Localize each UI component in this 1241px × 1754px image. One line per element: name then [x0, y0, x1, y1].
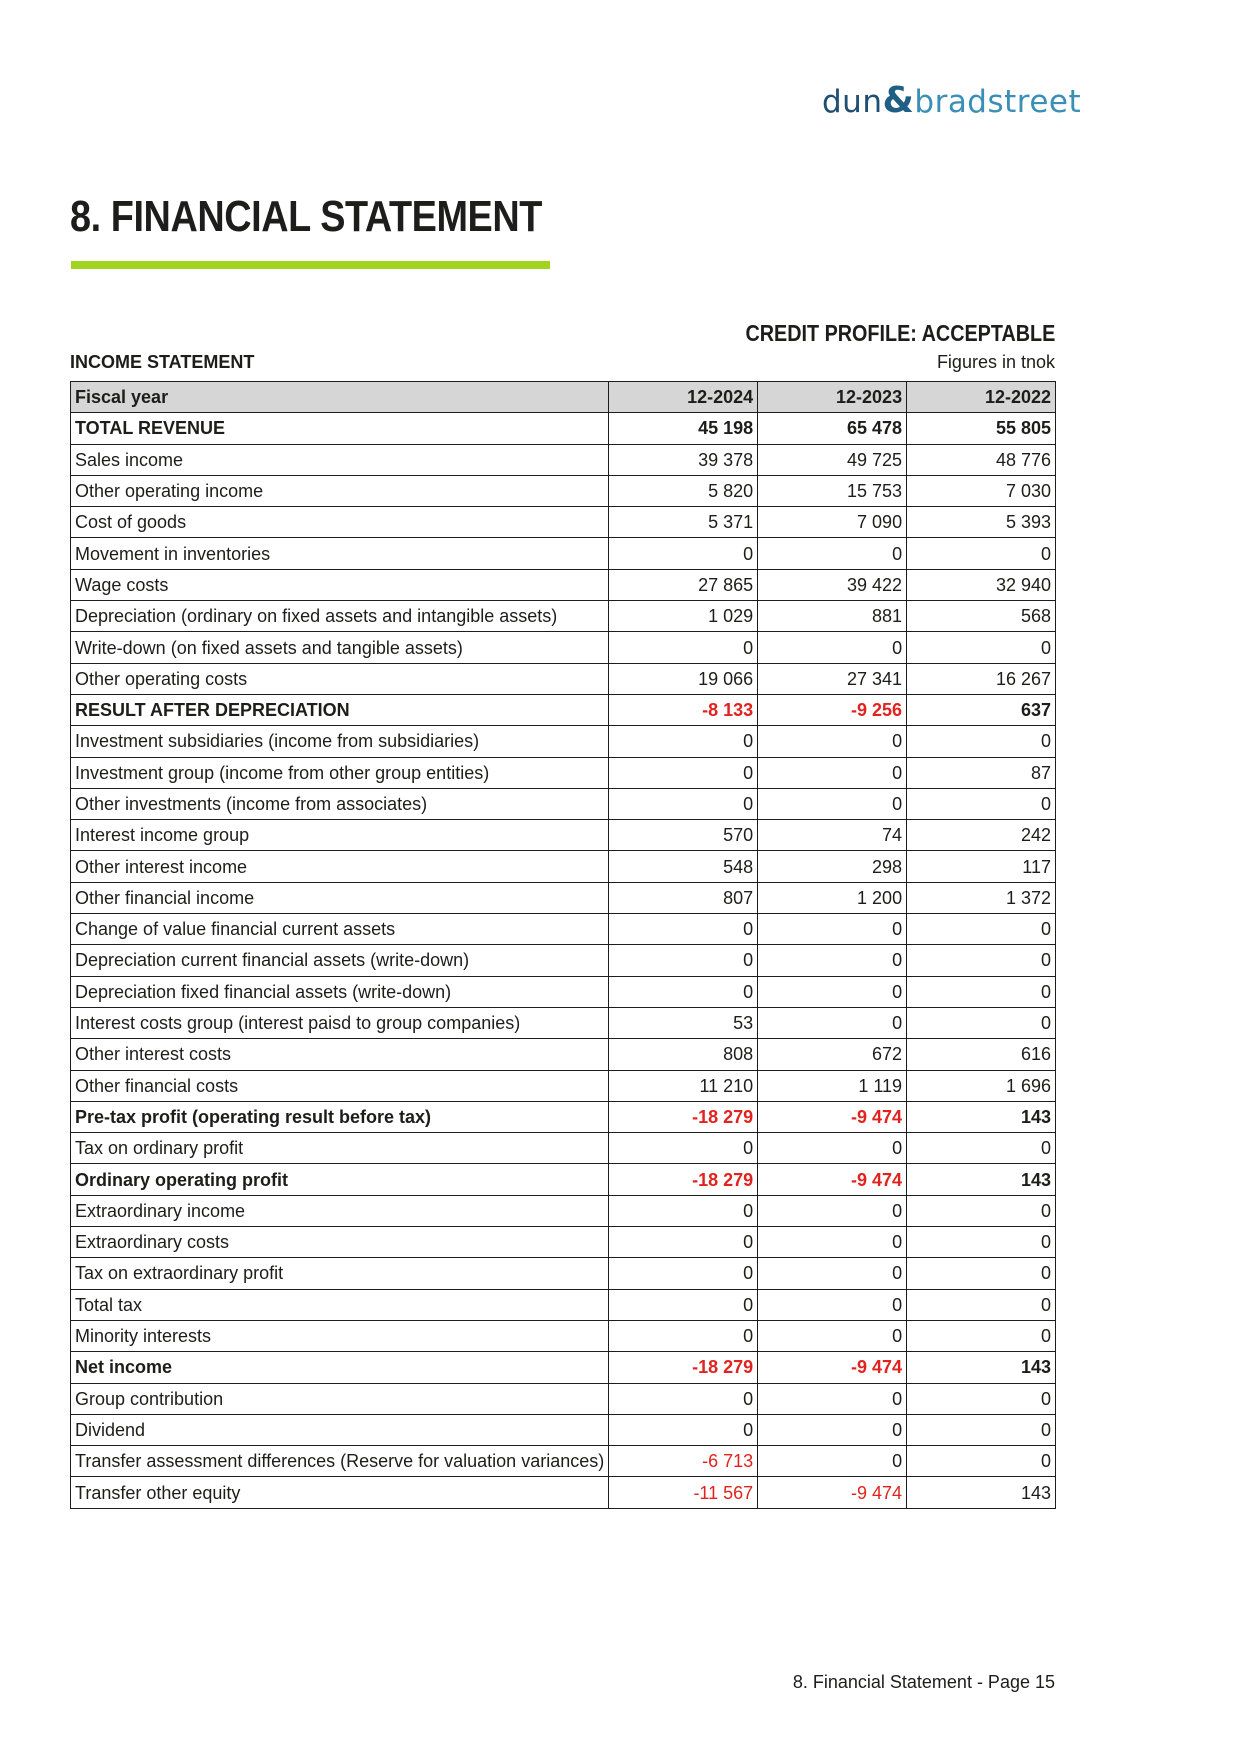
table-row — [71, 945, 1056, 976]
row-value: 1 029 — [609, 601, 758, 632]
row-value: 1 696 — [907, 1070, 1056, 1101]
table-row — [71, 820, 1056, 851]
row-value: 0 — [907, 1258, 1056, 1289]
row-label: Other operating costs — [71, 663, 609, 694]
row-value: 0 — [758, 1320, 907, 1351]
row-value: 0 — [758, 1133, 907, 1164]
section-label-income-statement: INCOME STATEMENT — [70, 352, 255, 372]
row-label: Extraordinary costs — [71, 1227, 609, 1258]
table-row — [71, 851, 1056, 882]
row-value: 1 200 — [758, 882, 907, 913]
row-label: Sales income — [71, 444, 609, 475]
table-header-row — [71, 382, 1056, 413]
row-value: 5 393 — [907, 507, 1056, 538]
row-value: 0 — [758, 1195, 907, 1226]
page-footer: 8. Financial Statement - Page 15 — [792, 1672, 1055, 1692]
row-value: 242 — [907, 820, 1056, 851]
row-label: Transfer other equity — [71, 1477, 609, 1508]
row-label: Other financial costs — [71, 1070, 609, 1101]
row-label: Wage costs — [71, 569, 609, 600]
row-value: 0 — [758, 788, 907, 819]
row-value: 1 119 — [758, 1070, 907, 1101]
row-value: 143 — [907, 1477, 1056, 1508]
table-row — [71, 444, 1056, 475]
row-value: 0 — [907, 1133, 1056, 1164]
row-value: 0 — [609, 1320, 758, 1351]
row-value: 298 — [758, 851, 907, 882]
row-label: Other interest costs — [71, 1039, 609, 1070]
table-row — [71, 1101, 1056, 1132]
table-row — [71, 882, 1056, 913]
table-row — [71, 507, 1056, 538]
row-value: 0 — [609, 1414, 758, 1445]
row-value: 27 341 — [758, 663, 907, 694]
row-label: Interest costs group (interest paisd to group companies) — [71, 1007, 609, 1038]
row-value: 143 — [907, 1164, 1056, 1195]
row-value: 0 — [907, 1383, 1056, 1414]
row-value: 0 — [609, 757, 758, 788]
row-value: 0 — [609, 914, 758, 945]
row-value: 0 — [609, 1133, 758, 1164]
header-year-2024: 12-2024 — [609, 382, 758, 413]
table-row — [71, 601, 1056, 632]
row-value: 548 — [609, 851, 758, 882]
row-value: 0 — [758, 726, 907, 757]
row-value: -9 474 — [758, 1164, 907, 1195]
row-value: 0 — [907, 945, 1056, 976]
row-value: 0 — [907, 1414, 1056, 1445]
row-value: -8 133 — [609, 694, 758, 725]
table-row — [71, 413, 1056, 444]
row-label: Investment group (income from other group entities) — [71, 757, 609, 788]
row-label: Other financial income — [71, 882, 609, 913]
table-row — [71, 1352, 1056, 1383]
row-value: 53 — [609, 1007, 758, 1038]
row-value: -9 256 — [758, 694, 907, 725]
row-value: -9 474 — [758, 1101, 907, 1132]
row-label: Extraordinary income — [71, 1195, 609, 1226]
row-value: -6 713 — [609, 1446, 758, 1477]
table-row — [71, 569, 1056, 600]
row-label: Depreciation fixed financial assets (write-down) — [71, 976, 609, 1007]
table-row — [71, 1007, 1056, 1038]
row-value: 0 — [758, 1383, 907, 1414]
row-value: 0 — [758, 1446, 907, 1477]
row-value: 1 372 — [907, 882, 1056, 913]
row-value: 0 — [609, 976, 758, 1007]
logo-ampersand-icon: & — [882, 80, 915, 121]
row-label: Investment subsidiaries (income from subsidiaries) — [71, 726, 609, 757]
row-value: 55 805 — [907, 413, 1056, 444]
table-row — [71, 1195, 1056, 1226]
row-label: Transfer assessment differences (Reserve for valuation variances) — [71, 1446, 609, 1477]
row-value: 0 — [609, 538, 758, 569]
row-value: 0 — [907, 976, 1056, 1007]
table-row — [71, 538, 1056, 569]
row-value: 0 — [758, 1007, 907, 1038]
row-value: 0 — [609, 726, 758, 757]
row-value: 0 — [907, 726, 1056, 757]
row-value: 0 — [758, 757, 907, 788]
table-row — [71, 663, 1056, 694]
table-row — [71, 1446, 1056, 1477]
row-value: 0 — [907, 1446, 1056, 1477]
row-label: Pre-tax profit (operating result before tax) — [71, 1101, 609, 1132]
row-value: 637 — [907, 694, 1056, 725]
row-value: 7 030 — [907, 475, 1056, 506]
table-row — [71, 1258, 1056, 1289]
table-row — [71, 757, 1056, 788]
row-value: 32 940 — [907, 569, 1056, 600]
row-value: 0 — [609, 1289, 758, 1320]
table-row — [71, 1039, 1056, 1070]
row-label: Depreciation (ordinary on fixed assets and intangible assets) — [71, 601, 609, 632]
row-label: Total tax — [71, 1289, 609, 1320]
row-value: 27 865 — [609, 569, 758, 600]
row-label: Interest income group — [71, 820, 609, 851]
income-statement-table — [70, 381, 1056, 1509]
row-value: 143 — [907, 1352, 1056, 1383]
row-value: 74 — [758, 820, 907, 851]
row-value: 808 — [609, 1039, 758, 1070]
table-row — [71, 1070, 1056, 1101]
row-value: 0 — [609, 788, 758, 819]
row-value: 65 478 — [758, 413, 907, 444]
row-label: Cost of goods — [71, 507, 609, 538]
row-value: 45 198 — [609, 413, 758, 444]
logo-text-bradstreet: bradstreet — [914, 84, 1082, 120]
table-row — [71, 1133, 1056, 1164]
row-value: 570 — [609, 820, 758, 851]
row-value: 0 — [609, 632, 758, 663]
row-value: 0 — [758, 1227, 907, 1258]
figures-unit-note: Figures in tnok — [936, 352, 1055, 372]
row-value: 0 — [609, 1258, 758, 1289]
table-row — [71, 914, 1056, 945]
row-value: 0 — [758, 1289, 907, 1320]
row-label: Dividend — [71, 1414, 609, 1445]
row-label: Group contribution — [71, 1383, 609, 1414]
row-value: 48 776 — [907, 444, 1056, 475]
row-label: Change of value financial current assets — [71, 914, 609, 945]
row-value: 0 — [907, 632, 1056, 663]
row-value: 672 — [758, 1039, 907, 1070]
row-value: 5 820 — [609, 475, 758, 506]
row-value: 16 267 — [907, 663, 1056, 694]
row-value: 11 210 — [609, 1070, 758, 1101]
row-label: Write-down (on fixed assets and tangible assets) — [71, 632, 609, 663]
row-value: -11 567 — [609, 1477, 758, 1508]
row-value: 5 371 — [609, 507, 758, 538]
row-value: 19 066 — [609, 663, 758, 694]
table-row — [71, 1414, 1056, 1445]
row-value: 49 725 — [758, 444, 907, 475]
row-value: 0 — [758, 632, 907, 663]
row-value: 0 — [609, 1383, 758, 1414]
row-value: 0 — [907, 914, 1056, 945]
table-row — [71, 1164, 1056, 1195]
table-row — [71, 694, 1056, 725]
table-row — [71, 976, 1056, 1007]
row-value: 0 — [907, 1320, 1056, 1351]
table-row — [71, 1289, 1056, 1320]
row-label: RESULT AFTER DEPRECIATION — [71, 694, 609, 725]
row-value: -18 279 — [609, 1164, 758, 1195]
row-label: Other interest income — [71, 851, 609, 882]
dun-bradstreet-logo — [822, 80, 1081, 121]
header-year-2022: 12-2022 — [907, 382, 1056, 413]
row-value: -18 279 — [609, 1101, 758, 1132]
row-value: 0 — [907, 538, 1056, 569]
row-label: Tax on ordinary profit — [71, 1133, 609, 1164]
row-label: Net income — [71, 1352, 609, 1383]
row-value: 117 — [907, 851, 1056, 882]
row-value: 0 — [609, 945, 758, 976]
row-value: 39 378 — [609, 444, 758, 475]
row-value: 0 — [907, 1227, 1056, 1258]
row-value: 0 — [758, 1258, 907, 1289]
table-row — [71, 788, 1056, 819]
row-label: Ordinary operating profit — [71, 1164, 609, 1195]
row-label: Minority interests — [71, 1320, 609, 1351]
row-label: Movement in inventories — [71, 538, 609, 569]
header-year-2023: 12-2023 — [758, 382, 907, 413]
table-row — [71, 1383, 1056, 1414]
title-underline-bar — [71, 261, 550, 269]
row-value: 568 — [907, 601, 1056, 632]
row-value: 0 — [907, 1289, 1056, 1320]
row-value: 0 — [907, 1007, 1056, 1038]
row-value: 616 — [907, 1039, 1056, 1070]
row-value: 15 753 — [758, 475, 907, 506]
row-value: -9 474 — [758, 1477, 907, 1508]
page-title: 8. FINANCIAL STATEMENT — [70, 192, 542, 241]
row-value: 39 422 — [758, 569, 907, 600]
row-value: 0 — [758, 538, 907, 569]
row-label: Tax on extraordinary profit — [71, 1258, 609, 1289]
row-label: Depreciation current financial assets (write-down) — [71, 945, 609, 976]
row-value: 0 — [907, 1195, 1056, 1226]
table-row — [71, 475, 1056, 506]
header-fiscal-year: Fiscal year — [71, 382, 609, 413]
table-row — [71, 1320, 1056, 1351]
row-value: 87 — [907, 757, 1056, 788]
row-value: 0 — [758, 945, 907, 976]
table-row — [71, 1477, 1056, 1508]
row-value: 807 — [609, 882, 758, 913]
row-value: -18 279 — [609, 1352, 758, 1383]
row-value: 143 — [907, 1101, 1056, 1132]
logo-text-dun: dun — [822, 84, 883, 120]
row-label: Other operating income — [71, 475, 609, 506]
row-label: TOTAL REVENUE — [71, 413, 609, 444]
row-value: 0 — [758, 976, 907, 1007]
credit-profile-heading: CREDIT PROFILE: ACCEPTABLE — [745, 320, 1055, 346]
row-value: 0 — [758, 1414, 907, 1445]
row-value: 7 090 — [758, 507, 907, 538]
row-value: 0 — [758, 914, 907, 945]
table-row — [71, 726, 1056, 757]
row-value: 0 — [609, 1227, 758, 1258]
row-value: 0 — [907, 788, 1056, 819]
row-value: -9 474 — [758, 1352, 907, 1383]
row-label: Other investments (income from associates) — [71, 788, 609, 819]
row-value: 0 — [609, 1195, 758, 1226]
table-row — [71, 632, 1056, 663]
table-row — [71, 1227, 1056, 1258]
row-value: 881 — [758, 601, 907, 632]
